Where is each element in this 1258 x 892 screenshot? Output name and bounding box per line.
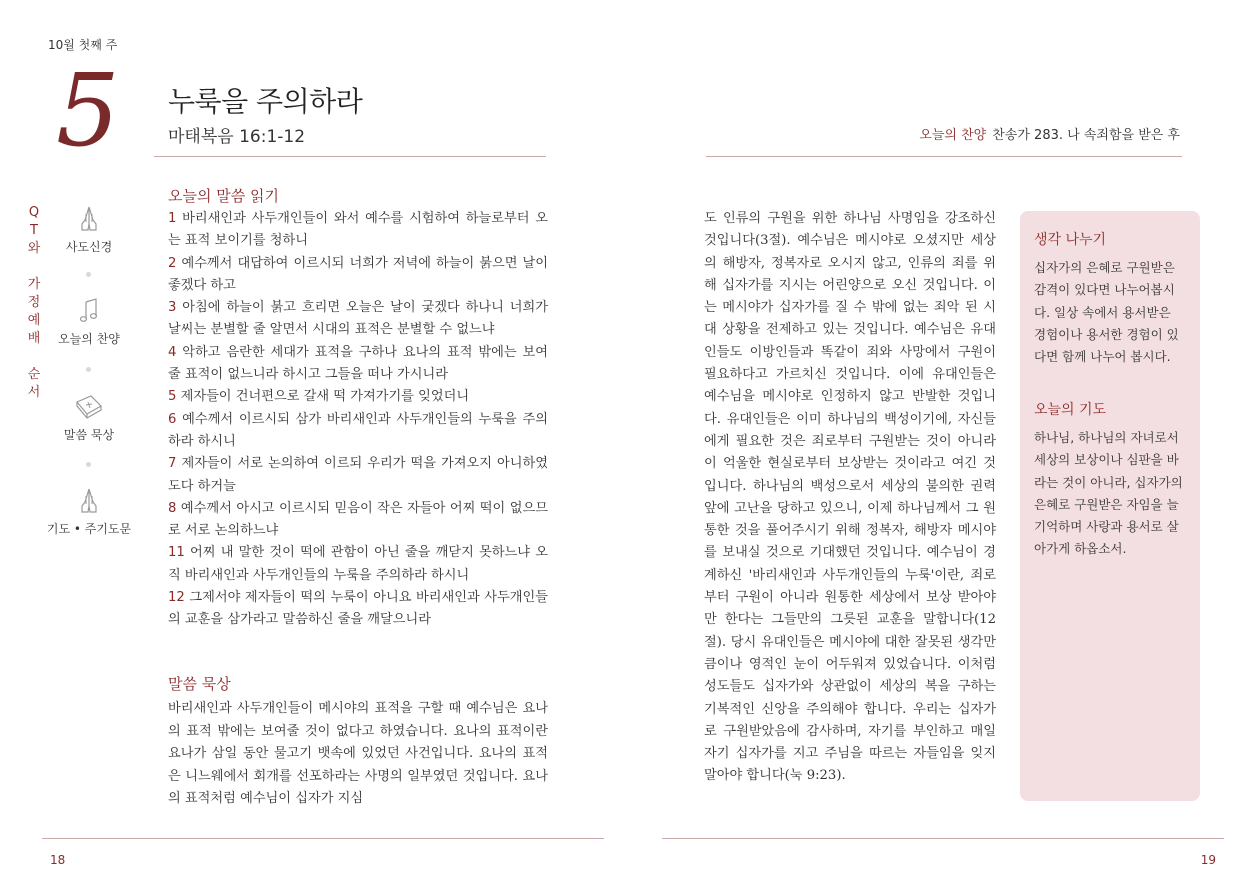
verse <box>168 297 548 342</box>
scripture-reference: 마태복음 16:1-12 <box>168 127 306 147</box>
vertical-char: 예 <box>27 313 41 328</box>
header-rule-left <box>154 156 546 157</box>
verse-number: 7 <box>168 456 177 472</box>
page-title: 누룩을 주의하라 <box>168 85 363 118</box>
verse-number: 2 <box>168 255 177 271</box>
verse <box>168 498 548 543</box>
verse <box>168 208 548 253</box>
praying-hands-icon <box>74 486 104 516</box>
verse <box>168 409 548 454</box>
sidebar-dot <box>86 462 91 467</box>
verse <box>168 453 548 498</box>
verse-number: 6 <box>168 411 177 427</box>
praying-hands-icon <box>74 204 104 234</box>
vertical-char <box>26 258 42 276</box>
music-note-icon <box>74 296 104 326</box>
sharing-title: 생각 나누기 <box>1034 232 1107 248</box>
verse-number: 12 <box>168 590 185 606</box>
verse-list <box>168 208 548 632</box>
verse-text: 어찌 내 말한 것이 떡에 관함이 아닌 줄을 깨닫지 못하느냐 오직 바리새인과 사두개인들의 누룩을 주의하라 하시니 <box>168 545 548 583</box>
verse-text: 아침에 하늘이 붉고 흐리면 오늘은 날이 궂겠다 하나니 너희가 날씨는 분별할 줄 알면서 시대의 표적은 분별할 수 없느냐 <box>168 300 548 338</box>
verse-number: 8 <box>168 500 177 516</box>
prayer-text: 하나님, 하나님의 자녀로서 세상의 보상이나 심판을 바라는 것이 아니라, 십자가의 은혜로 구원받은 자임을 늘 기억하며 사랑과 용서로 살아가게 하옵소서. <box>1034 430 1183 557</box>
verse <box>168 542 548 587</box>
sidebar-item-hymn <box>34 296 144 347</box>
verse <box>168 386 548 408</box>
vertical-char: Q <box>28 205 40 220</box>
verse-text: 예수께서 이르시되 삼가 바리새인과 사두개인들의 누룩을 주의하라 하시니 <box>168 411 548 449</box>
verse-text: 제자들이 서로 논의하여 이르되 우리가 떡을 가져오지 아니하였도다 하거늘 <box>168 456 549 494</box>
vertical-char: 배 <box>27 331 41 346</box>
verse-number: 11 <box>168 545 185 561</box>
sidebar-item-meditation <box>34 392 144 443</box>
week-label: 10월 첫째 주 <box>48 38 118 52</box>
prayer-title: 오늘의 기도 <box>1034 402 1107 418</box>
todays-hymn <box>919 124 1180 143</box>
vertical-char: 가 <box>27 277 41 292</box>
hymn-text: 찬송가 283. 나 속죄함을 받은 후 <box>992 128 1180 143</box>
header-rule-right <box>706 156 1182 157</box>
sidebar-dot <box>86 367 91 372</box>
page-number-left: 18 <box>50 853 66 867</box>
bible-icon <box>73 392 105 422</box>
verse-text: 그제서야 제자들이 떡의 누룩이 아니요 바리새인과 사두개인들의 교훈을 삼가라고 말씀하신 줄을 깨달으니라 <box>168 590 548 628</box>
vertical-char: 정 <box>27 295 41 310</box>
sidebar-item-label: 오늘의 찬양 <box>58 332 120 346</box>
verse-number: 3 <box>168 300 177 316</box>
vertical-char: T <box>30 223 38 238</box>
sidebar-item-label: 기도 • 주기도문 <box>46 522 132 536</box>
meditation-text-left: 바리새인과 사두개인들이 메시야의 표적을 구할 때 예수님은 요나의 표적 밖에는 보여줄 것이 없다고 하였습니다. 요나의 표적이란 요나가 삼일 동안 물고기 뱃속에 있었던 사건입니다. 요나의 표적은 니느웨에서 회개를 선포하라는 사명의 일부였던 것입니다. 요나의 표적처럼 예수님이 십자가 지심 <box>168 701 548 806</box>
verse-text: 악하고 음란한 세대가 표적을 구하나 요나의 표적 밖에는 보여 줄 표적이 없느니라 하시고 그들을 떠나 가시니라 <box>168 344 548 383</box>
sharing-text: 십자가의 은혜로 구원받은 감격이 있다면 나누어봅시다. 일상 속에서 용서받은 경험이나 용서한 경험이 있다면 함께 나누어 봅시다. <box>1034 260 1179 365</box>
verse <box>168 342 548 387</box>
reading-section-title: 오늘의 말씀 읽기 <box>168 187 279 205</box>
sidebar-item-label: 사도신경 <box>65 240 113 254</box>
verse-number: 1 <box>168 211 177 226</box>
verse <box>168 253 548 298</box>
vertical-char: 순 <box>27 367 41 382</box>
reflection-box <box>1020 211 1200 801</box>
hymn-label: 오늘의 찬양 <box>919 128 987 143</box>
verse-text: 예수께서 아시고 이르시되 믿음이 작은 자들아 어찌 떡이 없으므로 서로 논의하느냐 <box>168 500 548 539</box>
footer-rule-left <box>42 838 604 839</box>
vertical-char: 서 <box>27 385 41 400</box>
verse-text: 예수께서 대답하여 이르시되 너희가 저녁에 하늘이 붉으면 날이 좋겠다 하고 <box>168 255 549 293</box>
meditation-section-title: 말씀 묵상 <box>168 675 231 693</box>
day-number: 5 <box>56 52 120 169</box>
meditation-text-right: 도 인류의 구원을 위한 하나님 사명임을 강조하신 것입니다(3절). 예수님은 메시야로 오셨지만 세상의 해방자, 정복자로 오시지 않고, 인류의 죄를 위해 십자가를 지시는 어린양으로 오신 것입니다. 이는 메시야가 십자가를 질 수 밖에 없는 죄악 된 시대 상황을 전제하고 있는 것입니다. 예수님은 유대인들도 이방인들과 똑같이 죄와 사망에서 구원이 필요하다고 가르치신 것입니다. 이에 유대인들은 예수님을 메시야로 인정하지 않고 반발한 것입니다. 유대인들은 이미 하나님의 백성이기에, 자신들에게 필요한 것은 죄로부터 구원받는 것이 아니라 이 억울한 현실로부터 보상받는 것이라고 여긴 것입니다. 하나님의 백성으로서 세상의 불의한 권력 앞에 고난을 당하고 있으니, 이제 하나님께서 그 원통한 것을 풀어주시기 위해 정복자, 해방자 메시야를 보내실 것으로 기대했던 것입니다. 예수님이 경계하신 '바리새인과 사두개인들의 누룩'이란, 죄로부터 구원이 아니라 원통한 세상에서 보상 받아야만 한다는 그들만의 그릇된 교훈을 말합니다(12절). 당시 유대인들은 메시야에 대한 잘못된 생각만큼이나 영적인 눈이 어두워져 있었습니다. 이처럼 성도들도 십자가와 상관없이 세상의 복을 구하는 기복적인 신앙을 주의해야 합니다. 우리는 십자가로 구원받았음에 감사하며, 자기를 부인하고 매일 자기 십자가를 지고 주님을 따르는 자들임을 잊지 말아야 합니다(눅 9:23). <box>704 211 996 784</box>
verse-text: 제자들이 건너편으로 갈새 떡 가져가기를 잊었더니 <box>180 389 470 405</box>
verse-text: 바리새인과 사두개인들이 와서 예수를 시험하여 하늘로부터 오는 표적 보이기를 청하니 <box>168 211 548 249</box>
verse-number: 5 <box>168 389 177 405</box>
sidebar-dot <box>86 272 91 277</box>
sidebar-item-apostles-creed <box>34 204 144 255</box>
verse <box>168 587 548 632</box>
vertical-char: 와 <box>27 241 41 256</box>
sidebar-item-label: 말씀 묵상 <box>63 428 115 442</box>
footer-rule-right <box>662 838 1224 839</box>
page-number-right: 19 <box>1200 853 1216 867</box>
vertical-char <box>26 348 42 366</box>
verse-number: 4 <box>168 344 177 360</box>
sidebar-item-prayer <box>34 486 144 537</box>
